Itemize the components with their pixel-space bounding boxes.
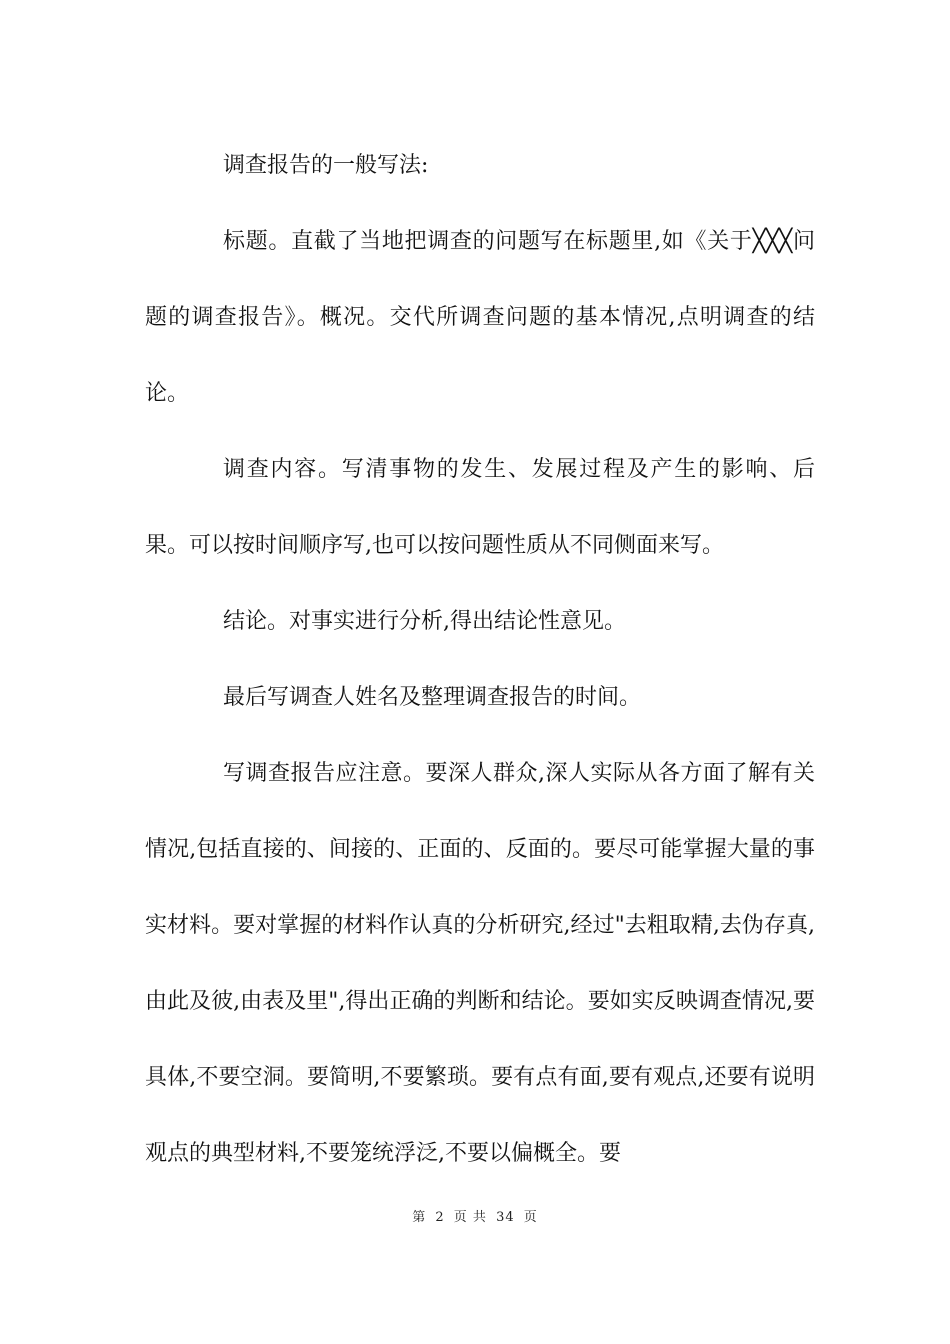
footer-current-page: 2 <box>435 1210 445 1225</box>
footer-suffix: 页 <box>523 1210 538 1225</box>
footer-prefix: 第 <box>412 1210 427 1225</box>
paragraph-heading: 调查报告的一般写法: <box>223 153 429 178</box>
body-text <box>145 128 815 1192</box>
paragraph-notes: 写调查报告应注意。要深人群众,深人实际从各方面了解有关情况,包括直接的、间接的、正面的、反面的。要尽可能掌握大量的事实材料。要对掌握的材料作认真的分析研究,经过"去粗取精,去伪存真,由此及彼,由表及里",得出正确的判断和结论。要如实反映调查情况,要具体,不要空洞。要简明,不要繁琐。要有点有面,要有观点,还要有说明观点的典型材料,不要笼统浮泛,不要以偏概全。要 <box>145 761 815 1166</box>
page-footer <box>0 1206 950 1225</box>
paragraph-signature: 最后写调查人姓名及整理调查报告的时间。 <box>223 685 642 710</box>
paragraph-conclusion: 结论。对事实进行分析,得出结论性意见。 <box>223 609 626 634</box>
footer-total-pages: 34 <box>496 1210 515 1225</box>
paragraph-title-overview: 标题。直截了当地把调查的问题写在标题里,如《关于╳╳╳问题的调查报告》。概况。交代所调查问题的基本情况,点明调查的结论。 <box>145 229 815 406</box>
footer-middle: 页 共 <box>453 1210 487 1225</box>
paragraph-content: 调查内容。写清事物的发生、发展过程及产生的影响、后果。可以按时间顺序写,也可以按问题性质从不同侧面来写。 <box>145 457 815 558</box>
